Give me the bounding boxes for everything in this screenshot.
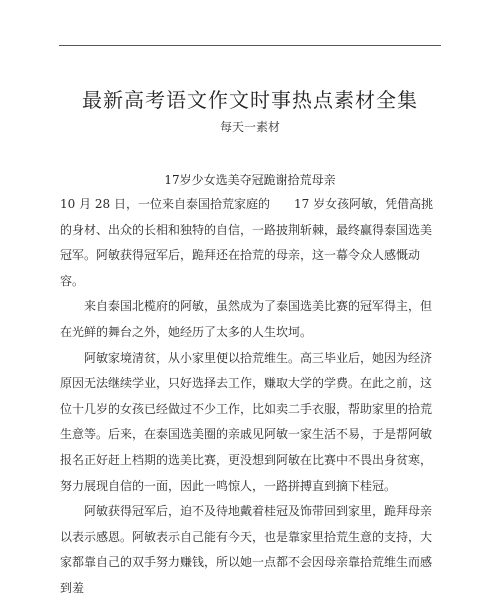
article-body	[60, 192, 442, 602]
section-heading: 17岁少女选美夺冠跪谢拾荒母亲	[164, 173, 336, 187]
paragraph-3: 阿敏家境清贫，从小家里便以拾荒维生。高三毕业后，她因为经济原因无法继续学业，只好选择去工作，赚取大学的学费。在此之前，这位十几岁的女孩已经做过不少工作，比如卖二手衣服，帮助家里的拾荒生意等。后来，在泰国选美圈的亲戚见阿敏一家生活不易，于是帮阿敏报名正好赶上档期的选美比赛，更没想到阿敏在比赛中不畏出身贫寒，努力展现自信的一面，因此一鸣惊人，一路拼搏直到摘下桂冠。	[60, 350, 433, 493]
paragraph-2: 来自泰国北榄府的阿敏，虽然成为了泰国选美比赛的冠军得主，但在光鲜的舞台之外，她经历了太多的人生坎坷。	[60, 299, 433, 339]
paragraph-4: 阿敏获得冠军后，迫不及待地戴着桂冠及饰带回到家里，跪拜母亲以表示感恩。阿敏表示自己能有今天，也是靠家里拾荒生意的支持，大家都靠自己的双手努力赚钱，所以她一点都不会因母亲靠拾荒维生而感到羞	[60, 504, 433, 595]
document-title: 最新高考语文作文时事热点素材全集	[82, 88, 418, 112]
paragraph-1: 10 月 28 日，一位来自泰国拾荒家庭的 17 岁女孩阿敏，凭借高挑的身材、出众的长相和独特的自信，一路披荆斩棘，最终赢得泰国选美冠军。阿敏获得冠军后，跪拜还在拾荒的母亲，这一幕令众人感慨动容。	[60, 197, 434, 288]
document-subtitle: 每天一素材	[219, 120, 280, 134]
header-rule	[59, 45, 441, 46]
